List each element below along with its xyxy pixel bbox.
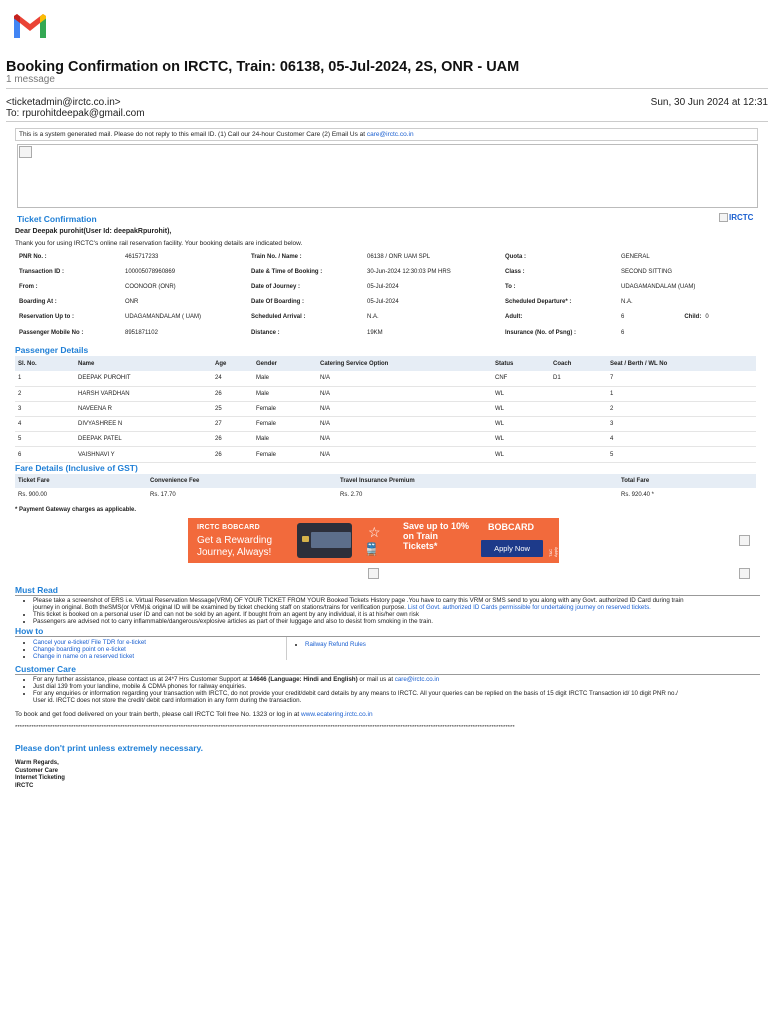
details-row <box>16 249 756 264</box>
star-icon: ☆ <box>368 524 381 540</box>
care-email-link[interactable]: care@irctc.co.in <box>394 676 440 683</box>
passenger-cell: Female <box>253 417 317 432</box>
passenger-column-header: Name <box>75 356 212 371</box>
table-row <box>15 447 756 462</box>
fare-column-header: Total Fare <box>618 474 756 488</box>
customer-care-item: • For any enquiries or information regarding your transaction with IRCTC, do not provide your credit/debit card details by any means to IRCTC. All your queries can be replied on the basis of 15 digit IRCTC Transaction id/ 10 digit PNR no./ User id. IRCTC does not store the credit/ debit card information in any form during the transaction. <box>33 690 760 704</box>
regards-line: IRCTC <box>15 782 34 789</box>
passenger-cell: D1 <box>550 371 607 386</box>
passenger-cell: N/A <box>317 386 492 401</box>
table-row <box>15 386 756 401</box>
detail-label: From : <box>19 283 38 290</box>
fare-value: Rs. 900.00 <box>18 491 48 498</box>
train-icon: 🚆 <box>364 542 379 556</box>
table-row <box>15 432 756 447</box>
passenger-cell: 2 <box>607 401 756 416</box>
dont-print-notice: Please don't print unless extremely necessary. <box>15 743 204 753</box>
apply-now-button[interactable]: Apply Now <box>481 540 543 557</box>
passenger-cell: 4 <box>607 432 756 447</box>
details-row <box>16 310 756 325</box>
message-count: 1 message <box>6 74 55 85</box>
broken-image-icon <box>19 146 32 158</box>
ad-brand-small: IRCTC BOBCARD <box>197 524 261 531</box>
details-row <box>16 279 756 294</box>
system-message-text: This is a system generated mail. Please do not reply to this email ID. (1) Call our 24-hour Customer Care (2) Email Us at <box>19 131 367 138</box>
table-row <box>15 417 756 432</box>
body-divider <box>6 121 768 122</box>
table-row <box>15 371 756 386</box>
ad-tagline: Get a Rewarding Journey, Always! <box>197 535 273 558</box>
ad-save-text: Save up to 10% on Train Tickets* <box>403 521 470 551</box>
customer-care-heading: Customer Care <box>15 664 76 674</box>
detail-label-child: Child: <box>684 314 702 321</box>
credit-card-icon <box>297 523 352 558</box>
passenger-cell: VAISHNAVI Y <box>75 447 212 462</box>
ecatering-link[interactable]: www.ecatering.irctc.co.in <box>301 711 373 718</box>
passenger-cell: WL <box>492 401 550 416</box>
passenger-column-header: Age <box>212 356 253 371</box>
passenger-cell: N/A <box>317 417 492 432</box>
detail-label: Class : <box>505 268 525 275</box>
detail-value: GENERAL <box>621 253 650 260</box>
passenger-cell: N/A <box>317 447 492 462</box>
passenger-column-header: Status <box>492 356 550 371</box>
irctc-logo <box>719 213 753 222</box>
detail-label: Quota : <box>505 253 526 260</box>
how-to-item <box>33 653 286 660</box>
stars-separator: ********************************************************************************************************************************************************************************************************************** <box>15 725 515 731</box>
detail-value-child: 0 <box>705 314 709 321</box>
passenger-cell: WL <box>492 447 550 462</box>
detail-value: 05-Jul-2024 <box>367 283 399 290</box>
must-read-heading: Must Read <box>15 585 58 595</box>
passenger-cell: WL <box>492 386 550 401</box>
ad-bobcard-brand: BOBCARD <box>488 522 534 532</box>
detail-value: 30-Jun-2024 12:30:03 PM HRS <box>367 268 451 275</box>
passenger-cell: Male <box>253 386 317 401</box>
passenger-cell: 27 <box>212 417 253 432</box>
detail-label: Distance : <box>251 329 280 336</box>
fare-column-header: Ticket Fare <box>15 474 147 488</box>
detail-label: Boarding At : <box>19 299 57 306</box>
detail-value: 100005078960869 <box>125 268 176 275</box>
customer-care-item: • Just dial 139 from your landline, mobile & CDMA phones for railway enquiries. <box>33 683 760 690</box>
detail-label: Scheduled Arrival : <box>251 314 306 321</box>
passenger-column-header: Coach <box>550 356 607 371</box>
thanks-message: Thank you for using IRCTC's online rail reservation facility. Your booking details are indicated below. <box>15 240 303 247</box>
passenger-cell <box>550 417 607 432</box>
detail-value: N.A. <box>367 314 379 321</box>
fare-value: Rs. 920.40 * <box>621 491 655 498</box>
broken-image-icon <box>739 535 750 546</box>
detail-label: Date & Time of Booking : <box>251 268 323 275</box>
passenger-cell: N/A <box>317 371 492 386</box>
passenger-cell: CNF <box>492 371 550 386</box>
regards-line: Warm Regards, <box>15 760 59 766</box>
fare-value: Rs. 17.70 <box>150 491 176 498</box>
detail-label: Adult: <box>505 314 523 321</box>
detail-label: Passenger Mobile No : <box>19 329 84 336</box>
how-to-item <box>33 646 286 653</box>
must-read-item: • This ticket is booked on a personal user ID and can not be sold by an agent. If bought from an agent by any individual, it is at his/her own risk <box>33 611 760 618</box>
detail-value: ONR <box>125 299 139 306</box>
system-message <box>15 128 758 141</box>
passenger-cell: N/A <box>317 432 492 447</box>
ticket-confirmation-heading: Ticket Confirmation <box>17 214 97 224</box>
fare-value: Rs. 2.70 <box>340 491 363 498</box>
detail-label: Reservation Up to : <box>19 314 75 321</box>
fare-table <box>15 474 756 501</box>
passenger-cell <box>550 401 607 416</box>
booking-details-table <box>16 249 756 340</box>
passenger-details-heading: Passenger Details <box>15 345 89 355</box>
detail-value <box>618 310 756 325</box>
regards-line: Customer Care <box>15 767 59 774</box>
passenger-cell: 26 <box>212 432 253 447</box>
how-to-section <box>15 636 760 660</box>
detail-label: PNR No. : <box>19 253 47 260</box>
food-delivery-text: To book and get food delivered on your train berth, please call IRCTC Toll free No. 1323 or log in at www.ecatering.irctc.co.in <box>15 711 373 718</box>
passenger-cell: 26 <box>212 447 253 462</box>
how-to-link[interactable]: Change in name on a reserved ticket <box>33 653 135 660</box>
id-card-link[interactable]: List of Govt. authorized ID Cards permissible for undertaking journey on reserved tickets. <box>407 604 651 611</box>
how-to-link[interactable]: Cancel your e-ticket/ File TDR for e-ticket <box>33 639 147 646</box>
detail-value-adult: 6 <box>621 314 625 321</box>
detail-label: Scheduled Departure* : <box>505 299 572 306</box>
fare-note: * Payment Gateway charges as applicable. <box>15 507 137 513</box>
irctc-logo-alt: IRCTC <box>729 213 754 222</box>
fare-column-header: Convenience Fee <box>147 474 337 488</box>
ad-tnc: T&C Apply <box>548 546 558 557</box>
details-row <box>16 325 756 340</box>
regards-block <box>15 760 65 790</box>
email-subject: Booking Confirmation on IRCTC, Train: 06138, 05-Jul-2024, 2S, ONR - UAM <box>6 59 520 75</box>
must-read-section <box>15 595 760 625</box>
detail-label: Transaction ID : <box>19 268 65 275</box>
detail-value: UDAGAMANDALAM (UAM) <box>621 283 696 290</box>
sender-address[interactable]: <ticketadmin@irctc.co.in> <box>6 97 121 108</box>
passenger-cell <box>550 447 607 462</box>
passenger-cell: 1 <box>607 386 756 401</box>
passenger-cell: 4 <box>15 417 75 432</box>
detail-label: Train No. / Name : <box>251 253 302 260</box>
detail-label: Insurance (No. of Psng) : <box>505 329 577 336</box>
detail-value: 6 <box>621 329 625 336</box>
fare-details-heading: Fare Details (Inclusive of GST) <box>15 463 138 473</box>
broken-image-icon <box>739 568 750 579</box>
passenger-cell: 24 <box>212 371 253 386</box>
passenger-cell <box>550 386 607 401</box>
passenger-cell: N/A <box>317 401 492 416</box>
how-to-heading: How to <box>15 626 44 636</box>
passenger-cell: 2 <box>15 386 75 401</box>
passenger-cell: 5 <box>607 447 756 462</box>
passenger-column-header: Sl. No. <box>15 356 75 371</box>
refund-rules-link[interactable]: Railway Refund Rules <box>305 641 366 648</box>
recipient-address: To: rpurohitdeepak@gmail.com <box>6 108 145 119</box>
how-to-item <box>305 641 366 648</box>
header-divider <box>6 88 768 89</box>
passenger-cell: 1 <box>15 371 75 386</box>
detail-value: 8951871102 <box>125 329 158 336</box>
must-read-item: • Please take a screenshot of ERS i.e. Virtual Reservation Message(VRM) OF YOUR TICKET FROM YOUR Booked Tickets History page .You have to carry this VRM or SMS send to you along with any Govt. authorized ID Card during train journey in original. Both theSMS(or VRM)& original ID will be examined by ticket checking staff on stations/trains for verification purpose. List of Govt. authorized ID Cards permissible for undertaking journey on reserved tickets. <box>33 597 760 611</box>
must-read-item: • Passengers are advised not to carry inflammable/dangerous/explosive articles as part of their luggage and also to desist from smoking in the train. <box>33 618 760 625</box>
detail-value: N.A. <box>621 299 633 306</box>
detail-label: Date of Journey : <box>251 283 301 290</box>
passenger-cell: Male <box>253 432 317 447</box>
passenger-cell: Female <box>253 447 317 462</box>
passenger-cell: 7 <box>607 371 756 386</box>
gmail-logo-icon <box>10 8 50 44</box>
passenger-cell: WL <box>492 417 550 432</box>
detail-value: SECOND SITTING <box>621 268 673 275</box>
detail-value: 06138 / ONR UAM SPL <box>367 253 431 260</box>
customer-care-item: • For any further assistance, please contact us at 24*7 Hrs Customer Support at 14646 (Language: Hindi and English) or mail us at care@irctc.co.in <box>33 676 760 683</box>
passenger-cell: 26 <box>212 386 253 401</box>
detail-value: 19KM <box>367 329 383 336</box>
passenger-cell: WL <box>492 432 550 447</box>
regards-line: Internet Ticketing <box>15 775 65 781</box>
fare-column-header: Travel Insurance Premium <box>337 474 618 488</box>
details-row <box>16 295 756 310</box>
detail-label: To : <box>505 283 516 290</box>
passenger-cell: Male <box>253 371 317 386</box>
care-email-link[interactable]: care@irctc.co.in <box>366 131 414 138</box>
passenger-cell: DEEPAK PATEL <box>75 432 212 447</box>
banner-image <box>17 144 758 208</box>
passenger-cell: 25 <box>212 401 253 416</box>
how-to-item <box>33 639 286 646</box>
passenger-column-header: Seat / Berth / WL No <box>607 356 756 371</box>
customer-care-section <box>15 674 760 704</box>
broken-image-icon <box>368 568 379 579</box>
passenger-cell: 3 <box>607 417 756 432</box>
how-to-link[interactable]: Change boarding point on e-ticket <box>33 646 126 653</box>
passenger-cell: NAVEENA R <box>75 401 212 416</box>
passenger-cell: 6 <box>15 447 75 462</box>
passenger-cell <box>550 432 607 447</box>
detail-value: 05-Jul-2024 <box>367 299 399 306</box>
detail-value: 4615717233 <box>125 253 159 260</box>
passenger-cell: DIVYASHREE N <box>75 417 212 432</box>
passenger-column-header: Catering Service Option <box>317 356 492 371</box>
detail-label: Date Of Boarding : <box>251 299 305 306</box>
greeting: Dear Deepak purohit(User Id: deepakRpurohit), <box>15 228 172 235</box>
passenger-cell: 3 <box>15 401 75 416</box>
broken-image-icon <box>719 213 728 222</box>
passenger-column-header: Gender <box>253 356 317 371</box>
passenger-cell: HARSH VARDHAN <box>75 386 212 401</box>
email-date: Sun, 30 Jun 2024 at 12:31 <box>650 97 768 108</box>
passenger-cell: DEEPAK PUROHIT <box>75 371 212 386</box>
passenger-cell: 5 <box>15 432 75 447</box>
passenger-cell: Female <box>253 401 317 416</box>
detail-value: UDAGAMANDALAM ( UAM) <box>125 314 202 321</box>
bobcard-ad-banner[interactable] <box>188 518 559 563</box>
detail-value: COONOOR (ONR) <box>125 283 176 290</box>
details-row <box>16 264 756 279</box>
table-row <box>15 401 756 416</box>
passenger-table <box>15 356 756 463</box>
